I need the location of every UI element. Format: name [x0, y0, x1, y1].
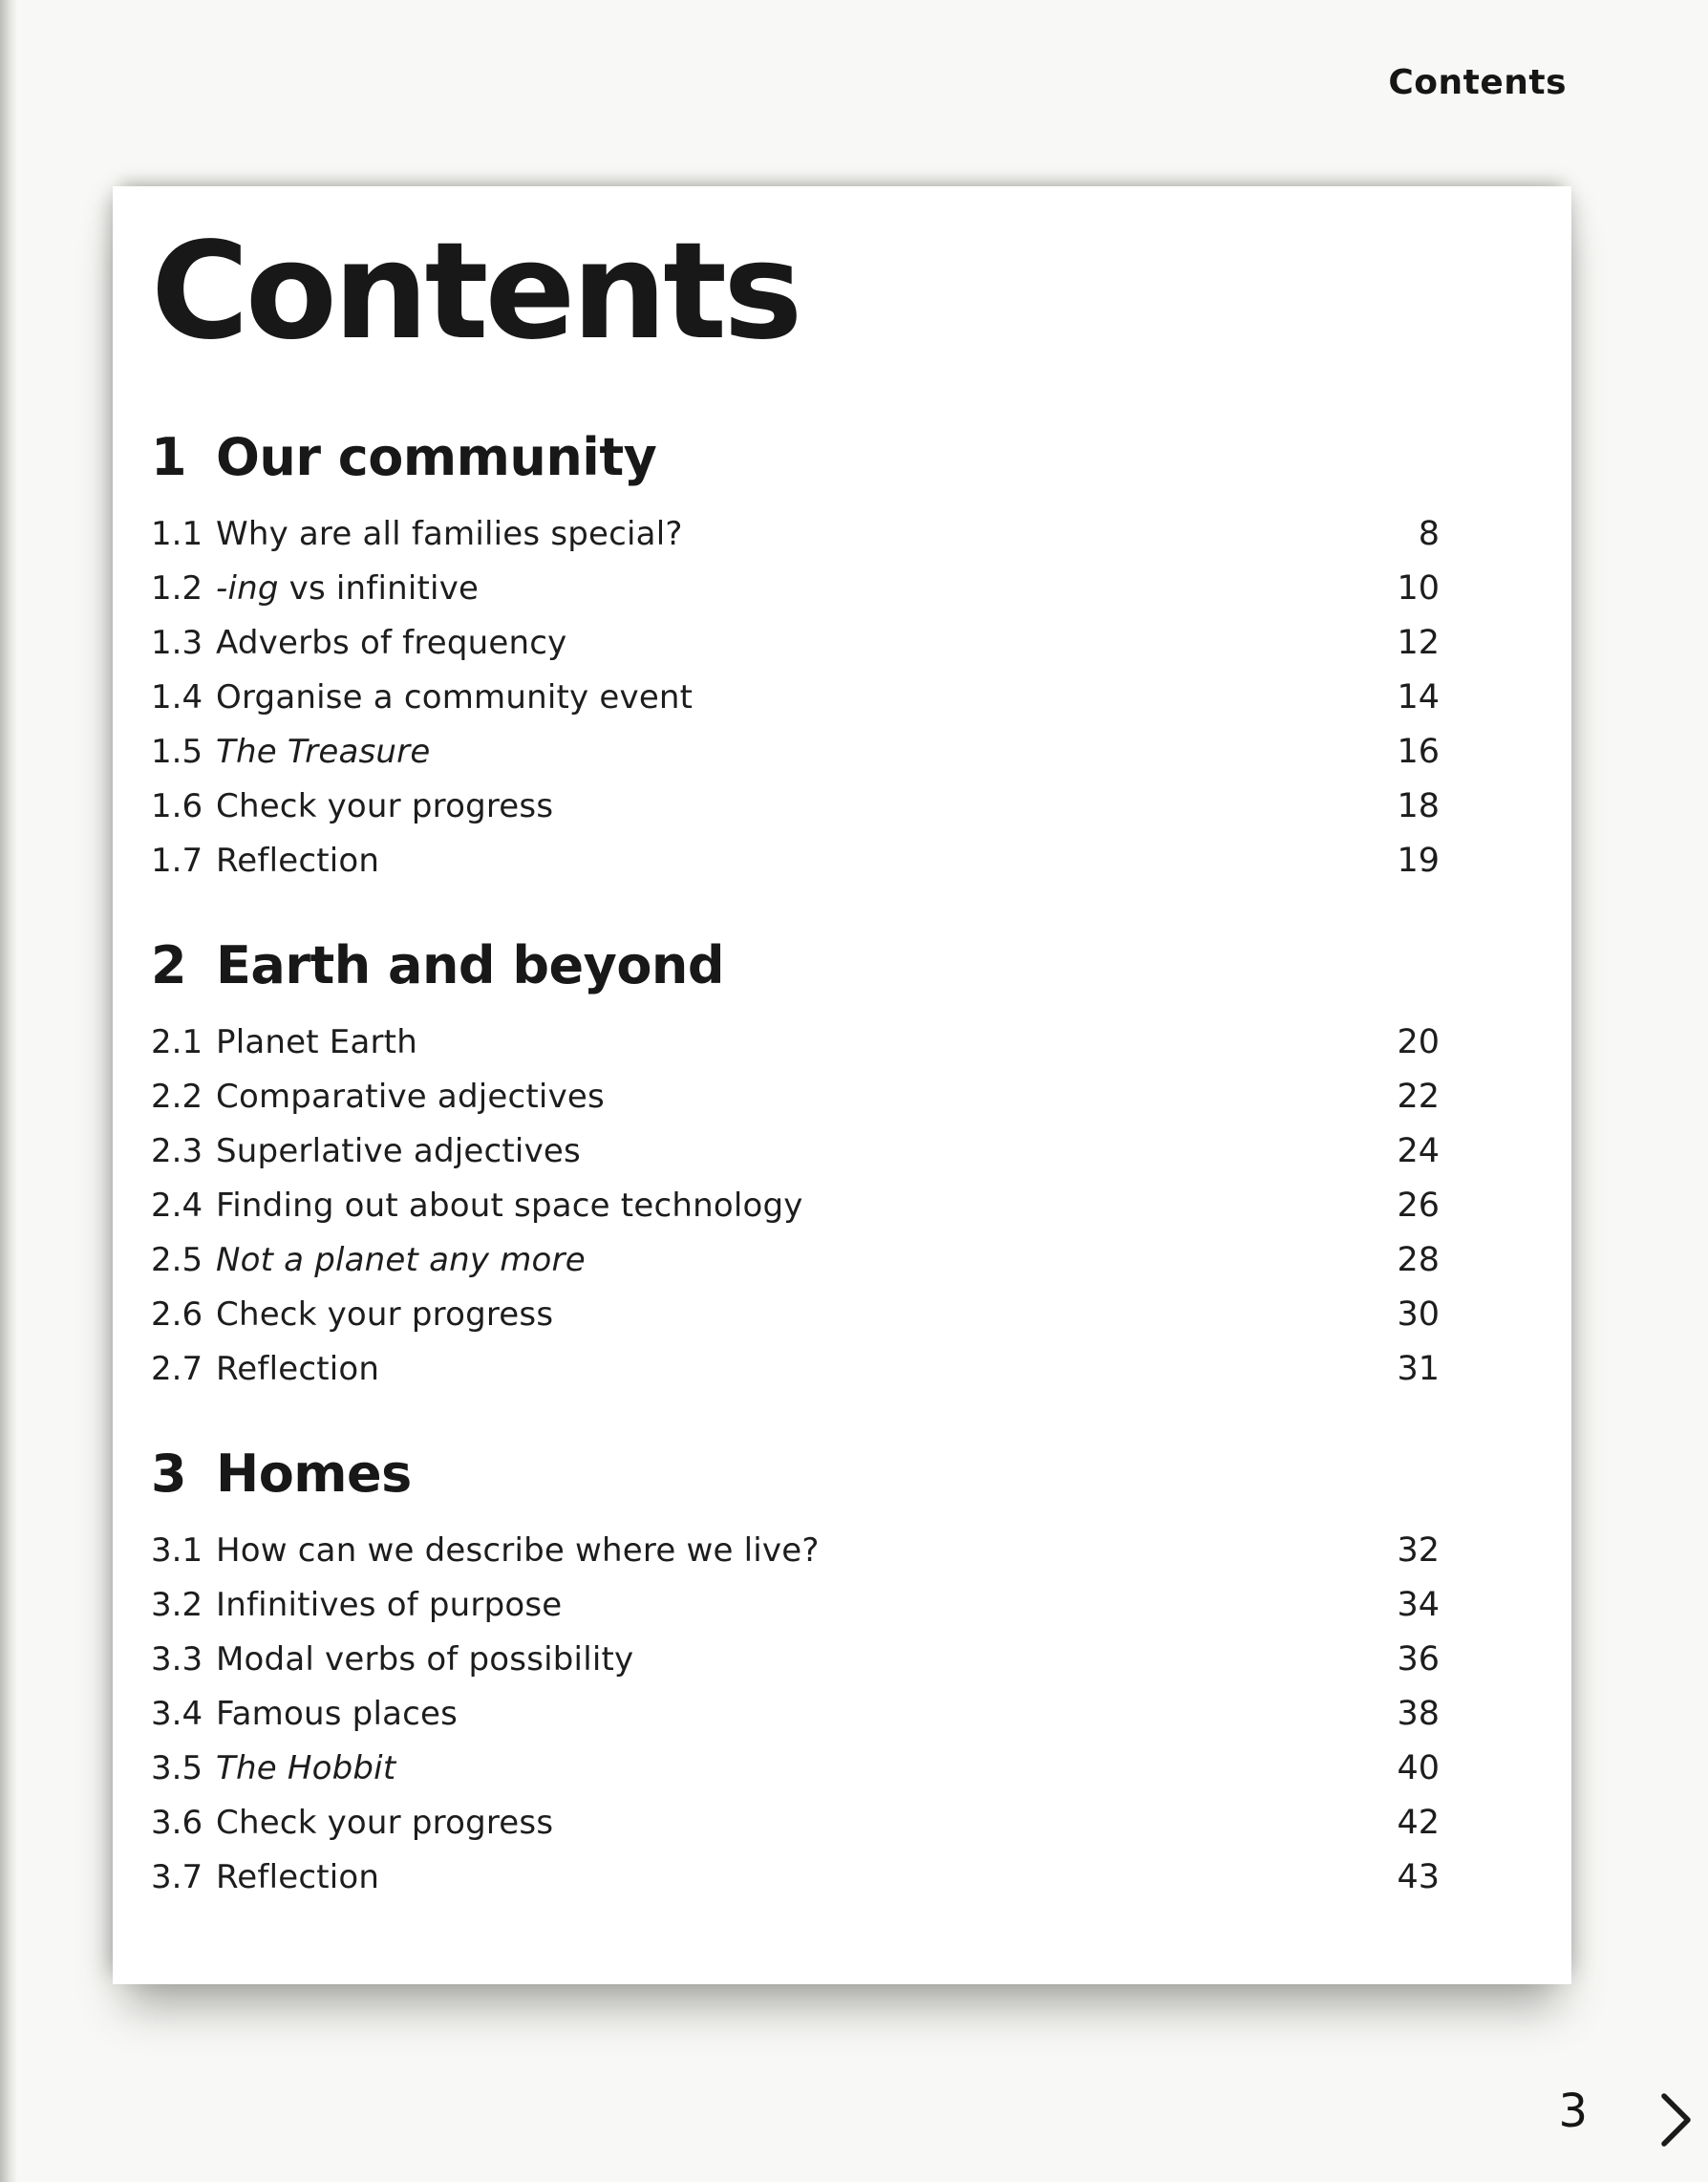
toc-item-title-italic: -ing [216, 568, 279, 608]
toc-item-title-text: Why are all families special? [216, 514, 683, 553]
toc-item-page: 22 [1397, 1077, 1440, 1116]
table-of-contents [151, 424, 1440, 1904]
toc-item-number: 1.7 [151, 841, 203, 880]
toc-item-title-text: Reflection [216, 1349, 380, 1388]
toc-item-title [216, 1241, 1397, 1279]
toc-item-page: 20 [1397, 1022, 1440, 1061]
toc-item-number: 3.3 [151, 1639, 203, 1679]
toc-item-page: 32 [1397, 1530, 1440, 1570]
section-number: 3 [151, 1444, 187, 1504]
toc-item-number: 3.1 [151, 1530, 203, 1570]
toc-item-page: 18 [1397, 786, 1440, 825]
toc-item-page: 30 [1397, 1294, 1440, 1334]
toc-item-title [216, 1132, 1397, 1170]
toc-row [151, 1341, 1440, 1396]
toc-section-2 [151, 932, 1440, 1396]
toc-item-number: 1.5 [151, 732, 203, 771]
toc-item-title [216, 624, 1397, 662]
toc-item-title [216, 1350, 1397, 1388]
toc-item-number: 2.1 [151, 1022, 203, 1061]
toc-item-number: 2.3 [151, 1131, 203, 1170]
toc-row [151, 1123, 1440, 1178]
toc-item-title-text: Superlative adjectives [216, 1131, 581, 1170]
toc-row [151, 1178, 1440, 1232]
toc-item-title-text: Reflection [216, 841, 380, 880]
toc-item-title [216, 678, 1397, 717]
toc-item-title [216, 1295, 1397, 1334]
page-sheet [113, 186, 1571, 1984]
toc-item-title [216, 1531, 1397, 1570]
toc-item-title [216, 1187, 1397, 1225]
section-rows [151, 506, 1440, 888]
toc-row [151, 1287, 1440, 1341]
toc-item-title [216, 1804, 1397, 1842]
toc-row [151, 561, 1440, 615]
toc-item-title-text: Check your progress [216, 786, 554, 825]
toc-item-page: 19 [1397, 841, 1440, 880]
toc-item-title [216, 842, 1397, 880]
toc-item-page: 28 [1397, 1240, 1440, 1279]
toc-item-number: 2.6 [151, 1294, 203, 1334]
scan-edge-artifact [0, 0, 17, 2182]
toc-row [151, 1686, 1440, 1741]
toc-row [151, 1577, 1440, 1632]
toc-row [151, 833, 1440, 888]
section-title: Earth and beyond [216, 935, 725, 995]
toc-item-title [216, 1078, 1397, 1116]
toc-item-page: 43 [1397, 1857, 1440, 1896]
toc-item-title [216, 1695, 1397, 1733]
toc-item-page: 12 [1397, 623, 1440, 662]
toc-item-title-text: Check your progress [216, 1294, 554, 1334]
toc-item-number: 2.5 [151, 1240, 203, 1279]
toc-item-title-text: Modal verbs of possibility [216, 1639, 634, 1679]
viewer-page-number: 3 [1558, 2085, 1588, 2138]
toc-item-page: 31 [1397, 1349, 1440, 1388]
toc-section-3 [151, 1441, 1440, 1904]
toc-item-title [216, 569, 1397, 608]
toc-item-title [216, 1858, 1397, 1896]
toc-item-title-text: Finding out about space technology [216, 1186, 803, 1225]
toc-item-number: 3.4 [151, 1694, 203, 1733]
toc-item-title-text: Adverbs of frequency [216, 623, 567, 662]
toc-row [151, 1795, 1440, 1850]
toc-item-number: 2.2 [151, 1077, 203, 1116]
toc-row [151, 779, 1440, 833]
toc-item-page: 10 [1397, 568, 1440, 608]
toc-item-title-italic: The Hobbit [216, 1748, 396, 1787]
toc-row [151, 615, 1440, 670]
toc-item-title [216, 515, 1419, 553]
toc-item-number: 1.3 [151, 623, 203, 662]
toc-item-title-text: Organise a community event [216, 677, 694, 717]
page-sheet-inner [113, 186, 1571, 1984]
section-title: Our community [216, 427, 657, 487]
section-title: Homes [216, 1444, 412, 1504]
toc-item-page: 8 [1418, 514, 1440, 553]
toc-section-1 [151, 424, 1440, 888]
toc-item-page: 26 [1397, 1186, 1440, 1225]
running-header: Contents [1388, 63, 1567, 102]
toc-item-number: 1.2 [151, 568, 203, 608]
section-heading [151, 1441, 1440, 1508]
toc-item-title-italic: The Treasure [216, 732, 431, 771]
toc-item-title-italic: Not a planet any more [216, 1240, 586, 1279]
toc-item-page: 14 [1397, 677, 1440, 717]
toc-row [151, 1232, 1440, 1287]
toc-item-number: 1.1 [151, 514, 203, 553]
toc-item-title-text: How can we describe where we live? [216, 1530, 820, 1570]
chevron-right-icon[interactable] [1658, 2090, 1695, 2150]
toc-item-number: 1.4 [151, 677, 203, 717]
toc-item-number: 3.6 [151, 1803, 203, 1842]
toc-row [151, 506, 1440, 561]
toc-item-page: 38 [1397, 1694, 1440, 1733]
toc-row [151, 1523, 1440, 1577]
toc-item-page: 16 [1397, 732, 1440, 771]
toc-item-number: 1.6 [151, 786, 203, 825]
toc-item-title-text: Comparative adjectives [216, 1077, 605, 1116]
section-heading [151, 932, 1440, 999]
toc-item-title-text: vs infinitive [278, 568, 480, 608]
toc-item-title [216, 1023, 1397, 1061]
toc-item-number: 3.7 [151, 1857, 203, 1896]
toc-row [151, 1850, 1440, 1904]
toc-item-title-text: Famous places [216, 1694, 459, 1733]
toc-item-number: 3.5 [151, 1748, 203, 1787]
toc-item-title-text: Check your progress [216, 1803, 554, 1842]
section-number: 2 [151, 935, 187, 995]
toc-item-title-text: Infinitives of purpose [216, 1585, 563, 1624]
toc-item-page: 34 [1397, 1585, 1440, 1624]
section-rows [151, 1015, 1440, 1396]
toc-row [151, 1741, 1440, 1795]
toc-item-number: 3.2 [151, 1585, 203, 1624]
section-number: 1 [151, 427, 187, 487]
toc-item-page: 36 [1397, 1639, 1440, 1679]
toc-row [151, 724, 1440, 779]
toc-item-title [216, 733, 1397, 771]
toc-row [151, 670, 1440, 724]
toc-item-title-text: Planet Earth [216, 1022, 417, 1061]
section-rows [151, 1523, 1440, 1904]
toc-item-title [216, 787, 1397, 825]
toc-row [151, 1069, 1440, 1123]
toc-item-title [216, 1749, 1397, 1787]
toc-item-number: 2.4 [151, 1186, 203, 1225]
section-heading [151, 424, 1440, 491]
toc-item-number: 2.7 [151, 1349, 203, 1388]
toc-item-title [216, 1586, 1397, 1624]
toc-row [151, 1632, 1440, 1686]
toc-row [151, 1015, 1440, 1069]
toc-item-page: 40 [1397, 1748, 1440, 1787]
toc-item-title-text: Reflection [216, 1857, 380, 1896]
toc-item-page: 24 [1397, 1131, 1440, 1170]
toc-item-page: 42 [1397, 1803, 1440, 1842]
toc-item-title [216, 1640, 1397, 1679]
page-title: Contents [151, 214, 800, 370]
